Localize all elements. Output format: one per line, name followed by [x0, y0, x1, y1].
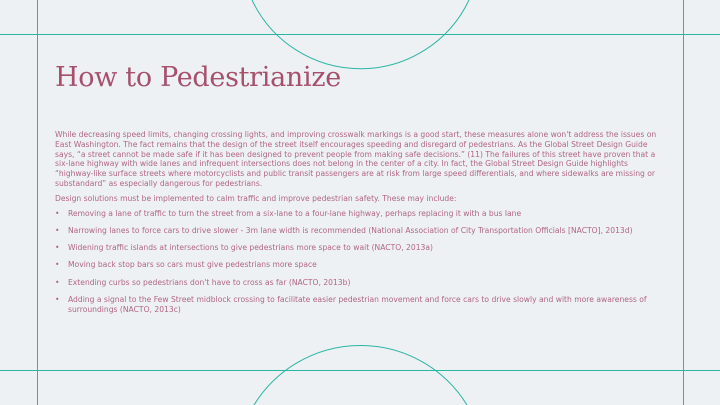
list-item [55, 209, 663, 219]
list-item-text: Removing a lane of traffic to turn the street from a six-lane to a four-lane highway, perhaps replacing it with a bus lane [68, 208, 522, 218]
intro-paragraph: While decreasing speed limits, changing crossing lights, and improving crosswalk markings is a good start, these measures alone won't address the issues on East Washington. The fact remains that the design of the street itself encourages speeding and disregard of pedestrians. As the Global Street Design Guide says, “a street cannot be made safe if it has been designed to prevent people from making safe decisions.” (11) The failures of this street have proven that a six-lane highway with wide lanes and infrequent intersections does not belong in the center of a city. In fact, the Global Street Design Guide highlights “highway-like surface streets where motorcyclists and public transit passengers are at risk from large speed differentials, and where sidewalks are missing or substandard” as especially dangerous for pedestrians. [55, 130, 657, 188]
slide-body [55, 130, 663, 322]
list-item-text: Adding a signal to the Few Street midblock crossing to facilitate easier pedestrian movement and force cars to drive slowly and with more awareness of surroundings (NACTO, 2013c) [68, 295, 647, 314]
list-item [55, 295, 663, 315]
list-item [55, 278, 663, 288]
bullet-icon: • [55, 208, 60, 218]
list-item-text: Widening traffic islands at intersections to give pedestrians more space to wait (NACTO, 2013a) [68, 243, 433, 253]
frame-arc-bottom [254, 345, 467, 405]
slide-title: How to Pedestrianize [55, 62, 341, 93]
list-item-text: Extending curbs so pedestrians don't have to cross as far (NACTO, 2013b) [68, 277, 351, 287]
list-item-text: Narrowing lanes to force cars to drive slower - 3m lane width is recommended (National Association of City Transportation Officials [NACTO], 2013d) [68, 225, 633, 235]
bullet-icon: • [55, 295, 60, 305]
list-item-text: Moving back stop bars so cars must give pedestrians more space [68, 260, 317, 270]
bullet-icon: • [55, 260, 60, 270]
bullet-icon: • [55, 243, 60, 253]
solutions-list [55, 209, 663, 315]
bullet-icon: • [55, 277, 60, 287]
lead-in-text: Design solutions must be implemented to calm traffic and improve pedestrian safety. These may include: [55, 193, 457, 203]
list-item [55, 226, 663, 236]
bullet-icon: • [55, 225, 60, 235]
list-item [55, 243, 663, 253]
list-item [55, 260, 663, 270]
